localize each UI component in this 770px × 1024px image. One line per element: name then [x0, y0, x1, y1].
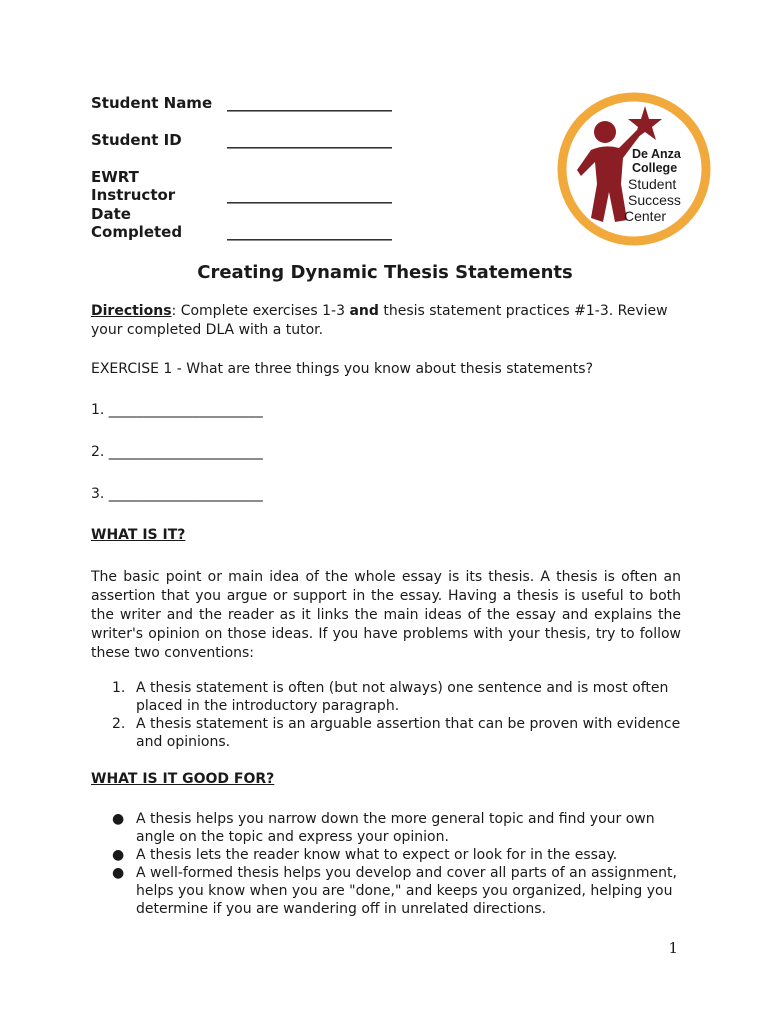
directions-paragraph — [91, 302, 681, 340]
good-for-list — [112, 810, 684, 918]
answer-line-2[interactable]: 2. ______________________ — [91, 444, 263, 460]
instructor-label: EWRT Instructor — [91, 168, 176, 204]
good-for-heading: WHAT IS IT GOOD FOR? — [91, 771, 275, 787]
logo-text-line5: Center — [624, 208, 667, 224]
date-completed-label: Date Completed — [91, 205, 183, 241]
list-item — [112, 864, 684, 918]
student-id-field[interactable] — [91, 131, 392, 149]
bullet-icon: ● — [112, 847, 125, 863]
list-marker: 2. — [112, 716, 126, 732]
logo-text-line3: Student — [628, 176, 677, 192]
directions-bold: and — [349, 303, 379, 319]
list-item-text: A thesis helps you narrow down the more general topic and find your own angle on the topic and express your opinion. — [136, 811, 655, 845]
conventions-list — [112, 679, 684, 751]
list-item — [112, 810, 684, 846]
what-is-it-paragraph: The basic point or main idea of the whole essay is its thesis. A thesis is often an assertion that you argue or support in the essay. Having a thesis is useful to both the writer and the reader as it links the main ideas of the essay and explains the writer's opinion on those ideas. If you have problems with your thesis, try to follow these two conventions: — [91, 569, 681, 661]
student-id-blank[interactable]: ______________________ — [227, 131, 392, 149]
page-number: 1 — [668, 939, 678, 957]
date-completed-field[interactable] — [91, 205, 392, 241]
logo-text-line1: De Anza — [632, 147, 681, 161]
directions-text-b: thesis statement practices #1-3. Review your completed DLA with a tutor. — [91, 303, 668, 338]
list-item-text: A thesis statement is an arguable assertion that can be proven with evidence and opinions. — [136, 716, 681, 750]
list-item — [112, 846, 684, 864]
figure-head-icon — [594, 121, 616, 143]
list-item-text: A thesis lets the reader know what to expect or look for in the essay. — [136, 847, 618, 863]
instructor-field[interactable] — [91, 168, 392, 204]
bullet-icon: ● — [112, 811, 125, 827]
directions-label: Directions — [91, 303, 172, 319]
student-name-field[interactable] — [91, 94, 392, 112]
student-name-blank[interactable]: ______________________ — [227, 94, 392, 112]
answer-line-1[interactable]: 1. ______________________ — [91, 402, 263, 418]
directions-text-a: : Complete exercises 1-3 — [171, 303, 350, 319]
instructor-blank[interactable]: ______________________ — [227, 186, 392, 204]
answer-line-3[interactable]: 3. ______________________ — [91, 486, 263, 502]
student-id-label: Student ID — [91, 131, 182, 149]
date-completed-blank[interactable]: ______________________ — [227, 223, 392, 241]
list-marker: 1. — [112, 680, 126, 696]
logo-text-line4: Success — [628, 192, 681, 208]
logo-text-line2: College — [632, 161, 678, 175]
exercise-1-prompt: EXERCISE 1 - What are three things you know about thesis statements? — [91, 361, 593, 377]
list-item-text: A thesis statement is often (but not always) one sentence and is most often placed in the introductory paragraph. — [136, 680, 669, 714]
list-item-text: A well-formed thesis helps you develop and cover all parts of an assignment, helps you know when you are "done," and keeps you organized, helping you determine if you are wandering off in unrelated directions. — [136, 865, 677, 917]
page-title: Creating Dynamic Thesis Statements — [197, 262, 573, 283]
list-item — [112, 715, 684, 751]
bullet-icon: ● — [112, 865, 125, 881]
de-anza-logo — [557, 92, 711, 246]
what-is-it-heading: WHAT IS IT? — [91, 527, 186, 543]
student-name-label: Student Name — [91, 94, 213, 112]
list-item — [112, 679, 684, 715]
